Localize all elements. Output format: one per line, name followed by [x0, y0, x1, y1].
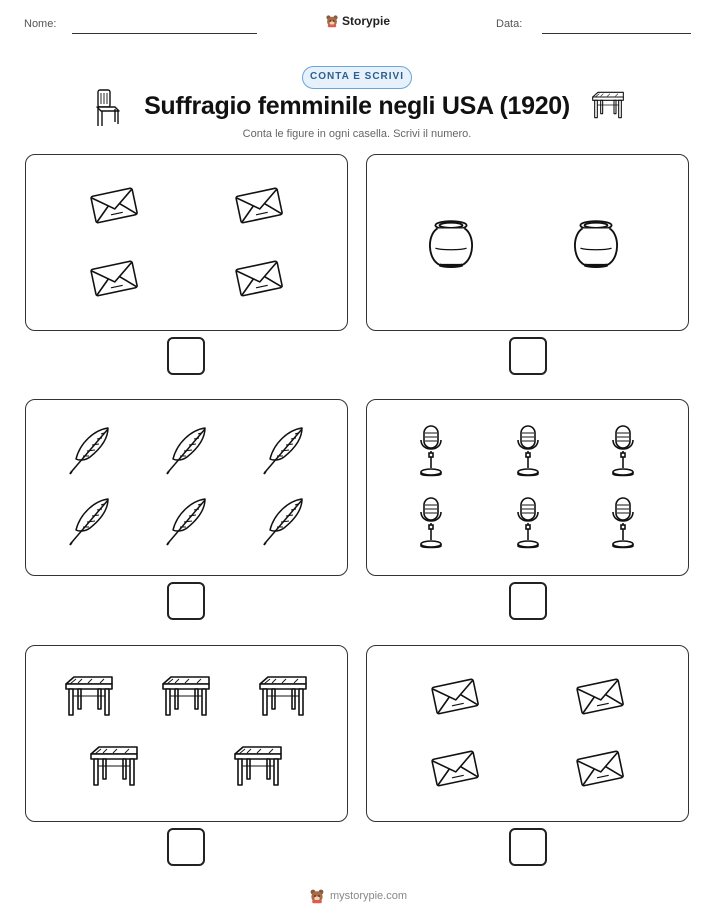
feather-icon [64, 424, 114, 476]
microphone-icon [513, 496, 543, 550]
envelope-icon [575, 676, 625, 716]
bear-logo-icon [325, 14, 339, 28]
bear-logo-icon [309, 888, 325, 904]
instructions: Conta le figure in ogni casella. Scrivi il numero. [242, 128, 472, 140]
microphone-icon [608, 424, 638, 478]
envelope-icon [234, 258, 284, 298]
answer-box-5[interactable] [167, 828, 205, 866]
envelope-icon [89, 258, 139, 298]
name-line[interactable] [72, 33, 257, 34]
table-icon [231, 744, 285, 788]
feather-icon [258, 495, 308, 547]
microphone-icon [513, 424, 543, 478]
feather-icon [258, 424, 308, 476]
feather-icon [64, 495, 114, 547]
count-panel-2 [366, 154, 689, 331]
microphone-icon [416, 496, 446, 550]
page-title: Suffragio femminile negli USA (1920) [144, 92, 570, 120]
microphone-icon [416, 424, 446, 478]
footer [309, 888, 407, 904]
footer-url[interactable]: mystorypie.com [330, 890, 408, 902]
answer-box-2[interactable] [509, 337, 547, 375]
name-label: Nome: [24, 18, 57, 30]
envelope-icon [430, 748, 480, 788]
answer-box-1[interactable] [167, 337, 205, 375]
count-panel-1 [25, 154, 348, 331]
brand [325, 14, 390, 28]
pot-icon [570, 212, 622, 274]
table-icon [590, 88, 626, 122]
table-icon [62, 674, 116, 718]
envelope-icon [89, 185, 139, 225]
microphone-icon [608, 496, 638, 550]
count-panel-6 [366, 645, 689, 822]
count-panel-3 [25, 399, 348, 576]
feather-icon [161, 424, 211, 476]
date-label: Data: [496, 18, 523, 30]
pot-icon [425, 212, 477, 274]
brand-name: Storypie [342, 14, 391, 28]
table-icon [87, 744, 141, 788]
count-panel-5 [25, 645, 348, 822]
envelope-icon [430, 676, 480, 716]
answer-box-6[interactable] [509, 828, 547, 866]
count-panel-4 [366, 399, 689, 576]
feather-icon [161, 495, 211, 547]
answer-box-4[interactable] [509, 582, 547, 620]
table-icon [159, 674, 213, 718]
answer-box-3[interactable] [167, 582, 205, 620]
table-icon [256, 674, 310, 718]
envelope-icon [575, 748, 625, 788]
date-line[interactable] [542, 33, 691, 34]
envelope-icon [234, 185, 284, 225]
activity-badge: CONTA E SCRIVI [302, 66, 412, 89]
